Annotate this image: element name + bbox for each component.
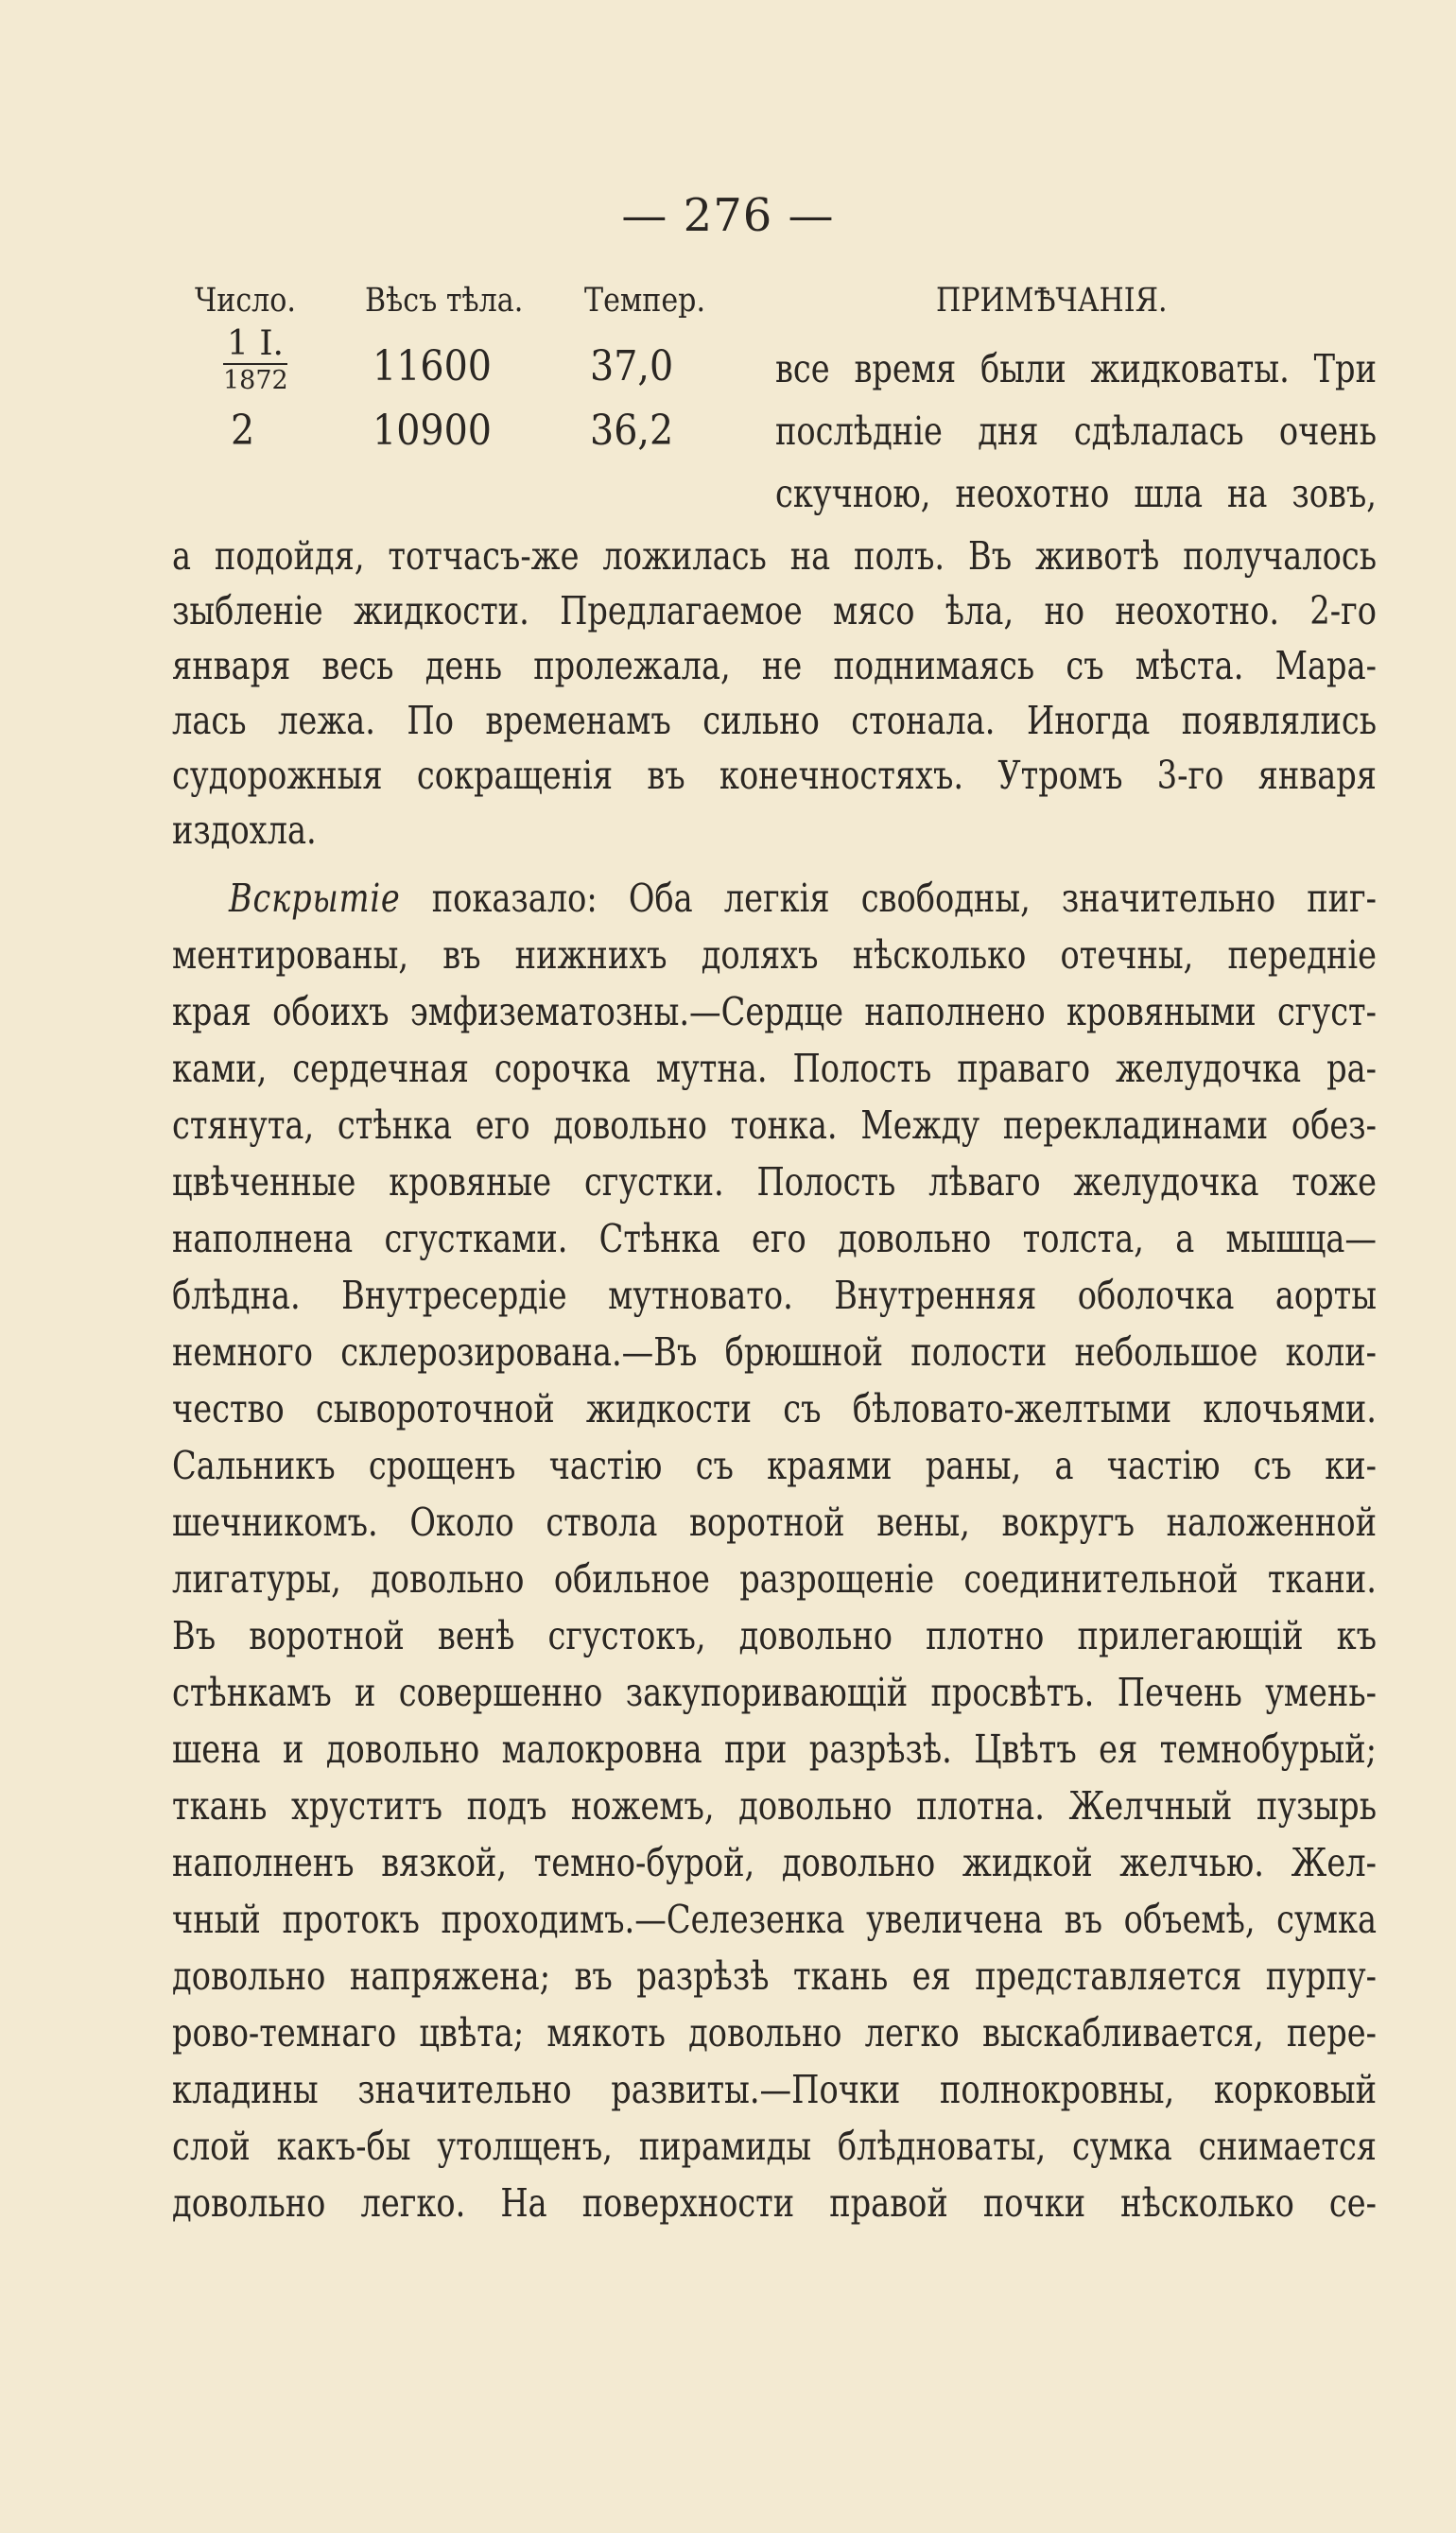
autopsy-heading: Вскрытіе xyxy=(229,876,401,921)
text-line: Въ воротной венѣ сгустокъ, довольно плотно прилегающій къ xyxy=(172,1613,1377,1658)
text-line: ками, сердечная сорочка мутна. Полость праваго желудочка ра- xyxy=(172,1046,1377,1091)
row-temp: 37,0 xyxy=(590,342,674,390)
row-date-fraction xyxy=(223,324,288,395)
table-header-notes: ПРИМѢЧАНІЯ. xyxy=(936,282,1168,320)
text-line: чество сывороточной жидкости съ бѣловато-желтыми клочьями. xyxy=(172,1386,1377,1431)
text-line: рово-темнаго цвѣта; мякоть довольно легко выскабливается, пере- xyxy=(172,2010,1377,2056)
notes-line: скучною, неохотно шла на зовъ, xyxy=(775,471,1377,516)
text-line: ментированы, въ нижнихъ доляхъ нѣсколько отечны, передніе xyxy=(172,932,1377,978)
text-line: а подойдя, тотчасъ-же ложилась на полъ. Въ животѣ получалось xyxy=(172,533,1377,579)
text-line: ткань хруститъ подъ ножемъ, довольно плотна. Желчный пузырь xyxy=(172,1783,1377,1829)
text-line: наполненъ вязкой, темно-бурой, довольно жидкой желчью. Жел- xyxy=(172,1840,1377,1885)
text-line: немного склерозирована.—Въ брюшной полости небольшое коли- xyxy=(172,1329,1377,1375)
text-line: шена и довольно малокровна при разрѣзѣ. Цвѣтъ ея темнобурый; xyxy=(172,1726,1377,1772)
text-line: лась лежа. По временамъ сильно стонала. Иногда появлялись xyxy=(172,698,1377,743)
text-line: цвѣченные кровяные сгустки. Полость лѣваго желудочка тоже xyxy=(172,1159,1377,1205)
row-temp: 36,2 xyxy=(590,407,674,455)
row-date-day: 1 I. xyxy=(223,327,287,365)
text-line: довольно легко. На поверхности правой почки нѣсколько се- xyxy=(172,2180,1377,2226)
row-weight: 11600 xyxy=(373,342,492,390)
row-weight: 10900 xyxy=(373,407,492,455)
text-line: судорожныя сокращенія въ конечностяхъ. Утромъ 3-го января xyxy=(172,753,1377,798)
table-header-temp: Темпер. xyxy=(584,282,706,320)
text-line: довольно напряжена; въ разрѣзѣ ткань ея представляется пурпу- xyxy=(172,1953,1377,1999)
autopsy-first-line: показало: Оба легкія свободны, значительно пиг- xyxy=(400,876,1377,921)
text-line: шечникомъ. Около ствола воротной вены, вокругъ наложенной xyxy=(172,1500,1377,1545)
page-number: — 276 — xyxy=(621,189,835,242)
notes-line: послѣдніе дня сдѣлалась очень xyxy=(775,408,1377,454)
text-line: блѣдна. Внутресердіе мутновато. Внутренняя оболочка аорты xyxy=(172,1273,1377,1318)
text-line: издохла. xyxy=(172,807,317,853)
text-line: стянута, стѣнка его довольно тонка. Между перекладинами обез- xyxy=(172,1102,1377,1148)
table-header-date: Число. xyxy=(195,282,297,320)
notes-line: все время были жидковаты. Три xyxy=(775,346,1377,391)
text-line: чный протокъ проходимъ.—Селезенка увеличена въ объемѣ, сумка xyxy=(172,1897,1377,1942)
text-line: зыбленіе жидкости. Предлагаемое мясо ѣла, но неохотно. 2-го xyxy=(172,588,1377,633)
text-line xyxy=(229,876,1377,932)
text-line: января весь день пролежала, не поднимаясь съ мѣста. Мара- xyxy=(172,643,1377,688)
row-date: 2 xyxy=(231,407,255,455)
text-line: слой какъ-бы утолщенъ, пирамиды блѣдноваты, сумка снимается xyxy=(172,2124,1377,2169)
text-line: края обоихъ эмфизематозны.—Сердце наполнено кровяными сгуст- xyxy=(172,989,1377,1034)
text-line: кладины значительно развиты.—Почки полнокровны, корковый xyxy=(172,2067,1377,2112)
text-line: стѣнкамъ и совершенно закупоривающій просвѣтъ. Печень умень- xyxy=(172,1670,1377,1715)
text-line: Сальникъ срощенъ частію съ краями раны, а частію съ ки- xyxy=(172,1443,1377,1488)
row-date-year: 1872 xyxy=(223,366,288,395)
text-line: лигатуры, довольно обильное разрощеніе соединительной ткани. xyxy=(172,1556,1377,1602)
table-header-weight: Вѣсъ тѣла. xyxy=(365,282,524,320)
text-line: наполнена сгустками. Стѣнка его довольно толста, а мышца— xyxy=(172,1216,1377,1261)
